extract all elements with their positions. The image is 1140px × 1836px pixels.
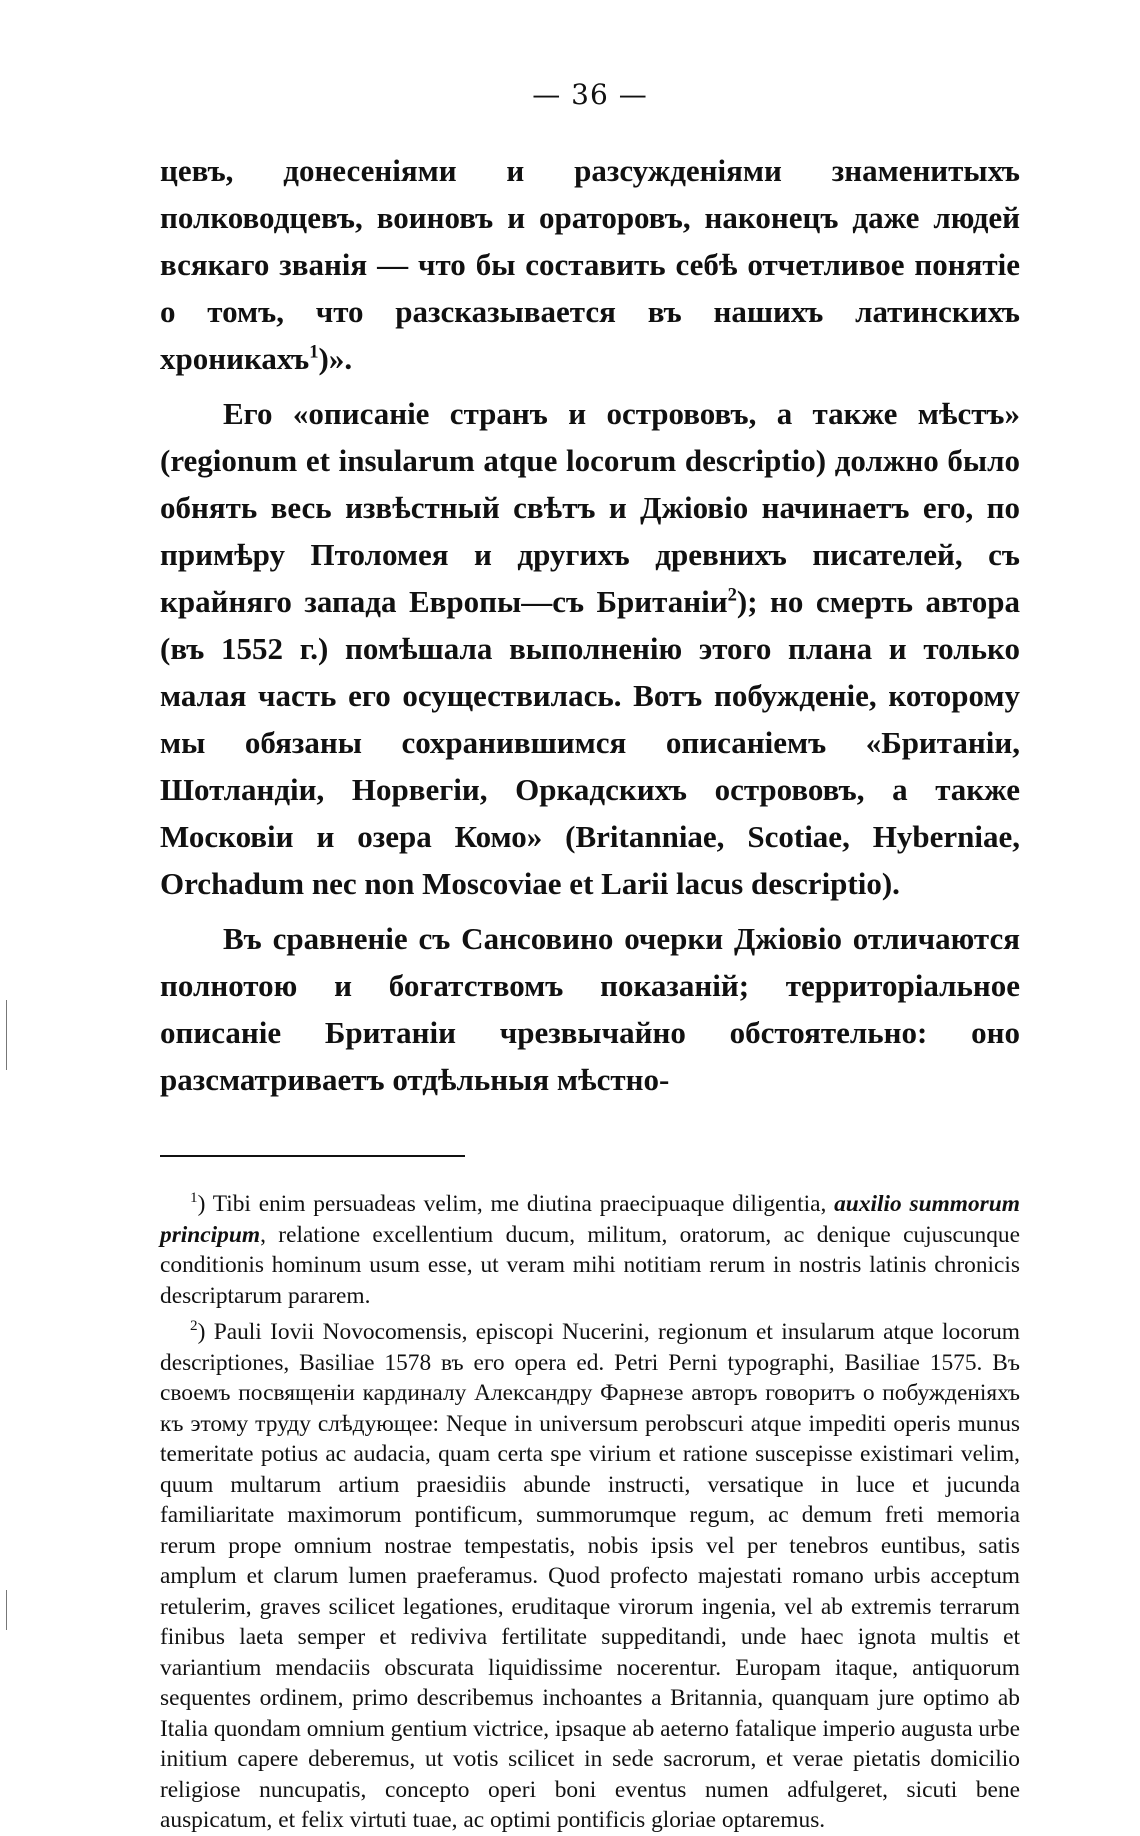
page-number: — 36 — bbox=[532, 78, 648, 111]
footnote-italic-text: auxilio summorum principum bbox=[160, 1191, 1020, 1248]
footnote-text: ) Pauli Iovii Novocomensis, episcopi Nucerini, regionum et insularum atque locorum descriptiones, Basiliae 1578 въ его opera ed. Petri Perni typographi, Basiliae 1575. Въ своемъ посвященіи кардиналу Александру Фарнезе авторъ говоритъ о побужденіяхъ къ этому труду слѣдующее: Neque in universum perobscuri atque impediti operis munus temeritate potius ac audacia, quam certa spe virium et ratione suscepisse existimari velim, quum multarum artium praesidiis abunde instructi, versatique in luce et jucunda familiaritate maximorum pontificum, summorumque regum, ac demum freti memoria rerum prope omnium nostrae tempestatis, nobis ipsis vel per tenebros euntibus, satis amplum et clarum lumen praeferamus. Quod profecto majestati romano urbis acceptum retulerim, graves scilicet legationes, eruditaque virorum ingenia, vel ab extremis terrarum finibus laeta semper et rediviva fertilitate suppeditandi, unde haec ignota multis et variantium mendaciis obscurata liquidissime nocerentur. Europam itaque, antiquorum sequentes ordinem, primo describemus inchoantes a Britannia, quanquam jure optimo ab Italia quondam omnium gentium victrice, ipsaque ab aeterno fatalique imperio augusta urbe initium capere deberemus, ut votis scilicet in sede sacrorum, et verae pietatis domicilio religiose nuncupatis, concepto operi boni eventus numen adfulgeret, sicuti bene auspicatum, et felix virtuti tuae, ac optimi pontificis gloriae optaremus. bbox=[160, 1319, 1020, 1833]
footnote bbox=[160, 1189, 1020, 1311]
scan-margin-line bbox=[6, 1000, 7, 1070]
footnote-marker: 2 bbox=[190, 1317, 198, 1335]
footnote-text: ) Tibi enim persuadeas velim, me diutina praecipuaque diligentia, bbox=[197, 1191, 835, 1217]
paragraph-text: цевъ, донесеніями и разсужденіями знаменитыхъ полководцевъ, воиновъ и ораторовъ, наконецъ даже людей всякаго званія — что бы составить себѣ отчетливое понятіе о томъ, что разсказывается въ нашихъ латинскихъ хроникахъ bbox=[160, 153, 1020, 376]
footnote-separator bbox=[160, 1155, 465, 1157]
paragraph-text: )». bbox=[318, 341, 353, 376]
scan-margin-line bbox=[6, 1590, 7, 1630]
document-page bbox=[160, 78, 1020, 1836]
footnote-text: , relatione excellentium ducum, militum, oratorum, ac denique cujuscunque conditionis hominum usum esse, ut veram mihi notitiam rerum in nostris latinis chronicis descriptarum pararem. bbox=[160, 1221, 1020, 1309]
paragraph-text: ); но смерть автора (въ 1552 г.) помѣшала выполненію этого плана и только малая часть его осуществилась. Вотъ побужденіе, которому мы обязаны сохранившимся описаніемъ «Британіи, Шотландіи, Норвегіи, Оркадскихъ острововъ, а также Московіи и озера Комо» (Britanniae, Scotiae, Hyberniae, Orchadum nec non Moscoviae et Larii lacus descriptio). bbox=[160, 584, 1021, 901]
paragraph-text: Его «описаніе странъ и острововъ, а также мѣстъ» (regionum et insularum atque locorum descriptio) должно было обнять весь извѣстный свѣтъ и Джіовіо начинаетъ его, по примѣру Птоломея и другихъ древнихъ писателей, съ крайняго запада Европы—съ Британіи bbox=[160, 396, 1020, 619]
footnote bbox=[160, 1317, 1020, 1836]
paragraph bbox=[160, 915, 1020, 1103]
paragraph bbox=[160, 147, 1020, 382]
main-text bbox=[160, 147, 1020, 1103]
paragraph-text: Въ сравненіе съ Сансовино очерки Джіовіо отличаются полнотою и богатствомъ показаній; территоріальное описаніе Британіи чрезвычайно обстоятельно: оно разсматриваетъ отдѣльныя мѣстно- bbox=[160, 921, 1020, 1097]
footnotes bbox=[160, 1189, 1020, 1836]
footnote-reference: 1 bbox=[309, 341, 319, 363]
footnote-reference: 2 bbox=[727, 584, 737, 606]
paragraph bbox=[160, 390, 1020, 907]
footnote-marker: 1 bbox=[190, 1189, 198, 1207]
